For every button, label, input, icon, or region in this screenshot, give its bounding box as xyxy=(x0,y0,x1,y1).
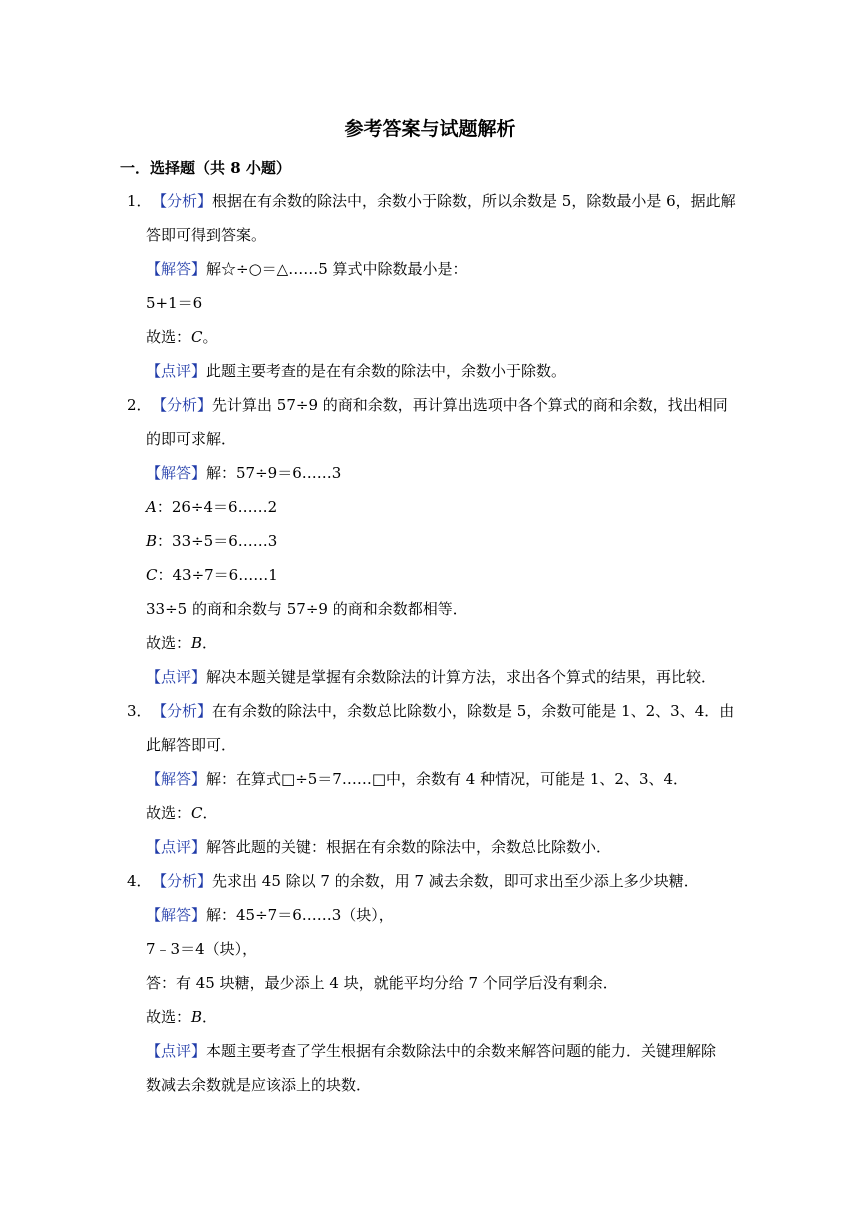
q4-solution-line: 【解答】解：45÷7＝6……3（块）， xyxy=(146,906,394,924)
q2-option-a: A：26÷4＝6……2 xyxy=(146,498,278,516)
q1-choice-line: 故选：C。 xyxy=(146,328,218,346)
q3-comment-line: 【点评】解答此题的关键：根据在有余数的除法中，余数总比除数小． xyxy=(146,838,612,856)
question-number-4: 4． xyxy=(127,872,152,890)
q2-analysis-line-2: 的即可求解． xyxy=(146,430,237,448)
q2-choice-line: 故选：B． xyxy=(146,634,218,652)
q3-analysis-line-1: 【分析】在有余数的除法中，余数总比除数小，除数是 5，余数可能是 1、2、3、4．由 xyxy=(152,702,735,720)
question-number-1: 1． xyxy=(127,192,152,210)
q2-comment-line: 【点评】解决本题关键是掌握有余数除法的计算方法，求出各个算式的结果，再比较． xyxy=(146,668,717,686)
comment-tag: 【点评】 xyxy=(146,362,207,380)
q1-analysis-line-1: 【分析】根据在有余数的除法中，余数小于除数，所以余数是 5，除数最小是 6，据此解 xyxy=(152,192,736,210)
q4-calc-line: 7﹣3＝4（块）， xyxy=(146,940,258,958)
q1-calc-line: 5+1＝6 xyxy=(146,294,203,312)
q3-choice-line: 故选：C． xyxy=(146,804,218,822)
q4-analysis-line-1: 【分析】先求出 45 除以 7 的余数，用 7 减去余数，即可求出至少添上多少块糖． xyxy=(152,872,699,890)
q1-solution-line: 【解答】解☆÷○＝△……5 算式中除数最小是： xyxy=(146,260,468,278)
page-title: 参考答案与试题解析 xyxy=(344,118,516,140)
q2-option-c: C：43÷7＝6……1 xyxy=(146,566,278,584)
q2-option-b: B：33÷5＝6……3 xyxy=(146,532,278,550)
q4-answer-line: 答：有 45 块糖，最少添上 4 块，就能平均分给 7 个同学后没有剩余． xyxy=(146,974,618,992)
q2-solution-line: 【解答】解：57÷9＝6……3 xyxy=(146,464,342,482)
q1-comment-line: 【点评】此题主要考查的是在有余数的除法中，余数小于除数。 xyxy=(146,362,567,380)
q3-solution-line: 【解答】解：在算式□÷5＝7……□中，余数有 4 种情况，可能是 1、2、3、4． xyxy=(146,770,689,788)
q4-choice-line: 故选：B． xyxy=(146,1008,218,1026)
question-number-3: 3． xyxy=(127,702,152,720)
solution-tag: 【解答】 xyxy=(146,260,207,278)
q4-comment-line-1: 【点评】本题主要考查了学生根据有余数除法中的余数来解答问题的能力．关键理解除 xyxy=(146,1042,717,1060)
q2-analysis-line-1: 【分析】先计算出 57÷9 的商和余数，再计算出选项中各个算式的商和余数，找出相同 xyxy=(152,396,728,414)
q4-comment-line-2: 数减去余数就是应该添上的块数． xyxy=(146,1076,372,1094)
question-number-2: 2． xyxy=(127,396,152,414)
q2-conclusion-line: 33÷5 的商和余数与 57÷9 的商和余数都相等． xyxy=(146,600,468,618)
q3-analysis-line-2: 此解答即可． xyxy=(146,736,237,754)
analysis-tag: 【分析】 xyxy=(152,192,213,210)
q1-analysis-line-2: 答即可得到答案。 xyxy=(146,226,267,244)
section-heading: 一．选择题（共 8 小题） xyxy=(120,159,291,177)
